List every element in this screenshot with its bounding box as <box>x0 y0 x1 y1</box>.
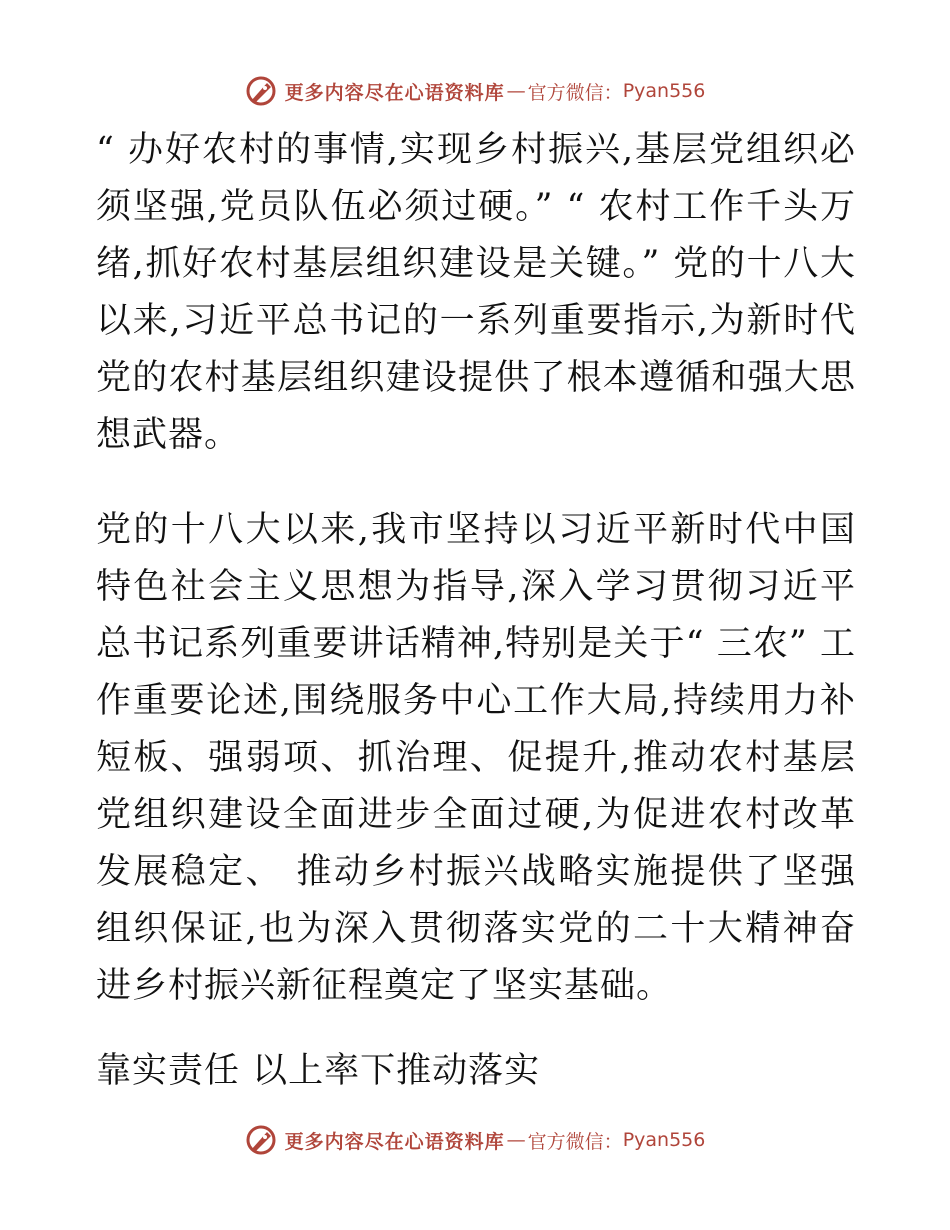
section-heading: 靠实责任 以上率下推动落实 <box>96 1051 541 1091</box>
banner-brand: 更多内容尽在心语资料库 <box>284 1130 505 1153</box>
banner-separator: — <box>506 1129 526 1151</box>
pen-nib-circle-icon <box>245 1124 277 1156</box>
paragraph-intro: “ 办好农村的事情,实现乡村振兴,基层党组织必须坚强,党员队伍必须过硬。” “ 农村工作千头万绪,抓好农村基层组织建设是关键。” 党的十八大以来,习近平总书记的一系列重要指示,为新时代党的农村基层组织建设提供了根本遵循和强大思想武器。 <box>96 130 856 455</box>
banner-brand: 更多内容尽在心语资料库 <box>284 81 505 104</box>
document-body <box>96 122 856 1100</box>
header-watermark-banner <box>0 71 950 111</box>
banner-contact-label: 官方微信： <box>527 1130 623 1153</box>
banner-contact-label: 官方微信： <box>527 81 623 104</box>
banner-contact-handle: Pyan556 <box>622 1129 706 1151</box>
banner-separator: — <box>506 80 526 102</box>
paragraph-main: 党的十八大以来,我市坚持以习近平新时代中国特色社会主义思想为指导,深入学习贯彻习近平总书记系列重要讲话精神,特别是关于“ 三农” 工作重要论述,围绕服务中心工作大局,持续用力补短板、强弱项、抓治理、促提升,推动农村基层党组织建设全面进步全面过硬,为促进农村改革发展稳定、 推动乡村振兴战略实施提供了坚强组织保证,也为深入贯彻落实党的二十大精神奋进乡村振兴新征程奠定了坚实基础。 <box>96 510 856 1006</box>
footer-watermark-banner <box>0 1120 950 1160</box>
banner-contact-handle: Pyan556 <box>622 80 706 102</box>
pen-nib-circle-icon <box>245 75 277 107</box>
